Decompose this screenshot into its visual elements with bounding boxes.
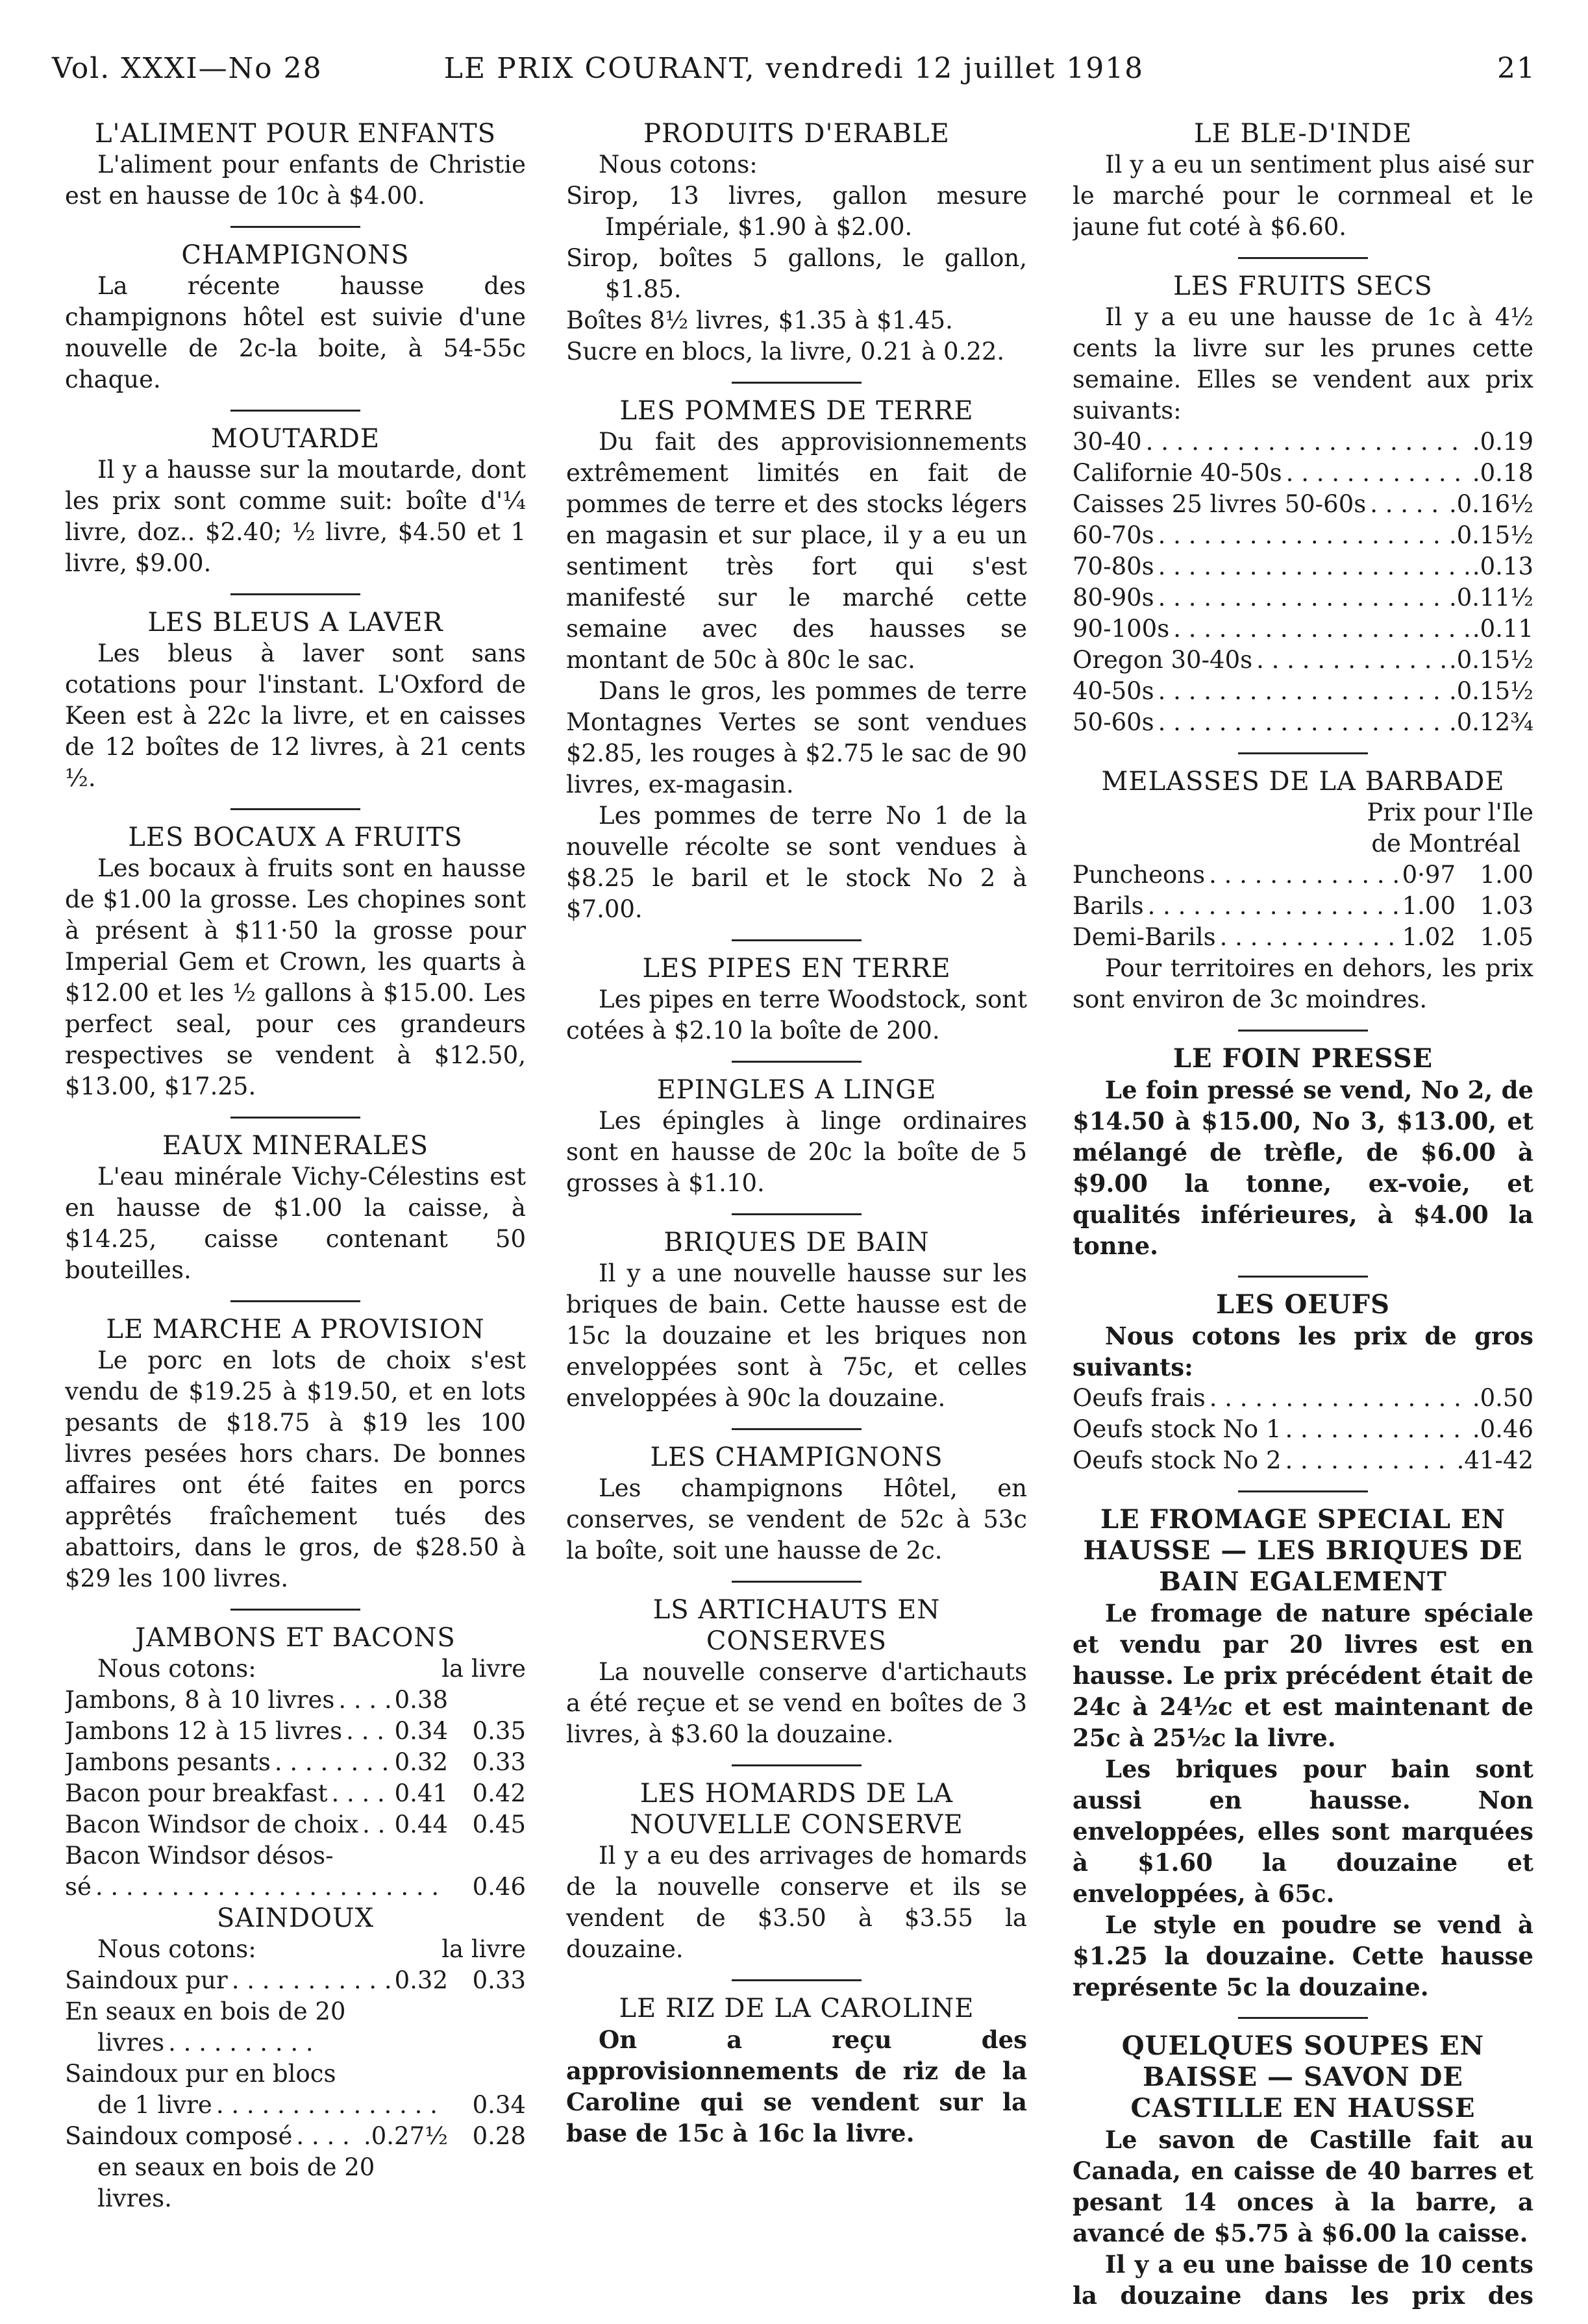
price-row: Bacon Windsor de choix . . . 0.44 0.45 [65, 1809, 526, 1840]
heading-champignons-2: LES CHAMPIGNONS [650, 1442, 943, 1472]
price-row: 80-90s . . . .0.11½ [1073, 582, 1533, 613]
volume-number: Vol. XXXI—No 28 [52, 52, 323, 85]
price-row: Oeufs stock No 1 . . . .0.46 [1073, 1414, 1533, 1445]
list-item: Sucre en blocs, la livre, 0.21 à 0.22. [566, 338, 1005, 365]
price-row: Demi-Barils . . . 1.02 1.05 [1073, 922, 1533, 953]
text-pommes-1: Du fait des approvisionnements extrêmement limités en fait de pommes de terre et des stocks légers en magasin et sur place, il y a eu un sentiment très fort qui s'est manifesté sur le marché cette semaine avec des hausses se montant de 50c à 80c le sac. [566, 428, 1027, 674]
price-row: Bacon pour breakfast . . . 0.41 0.42 [65, 1778, 526, 1809]
page-number: 21 [1497, 52, 1536, 85]
divider [230, 1609, 360, 1611]
list-item: Sirop, boîtes 5 gallons, le gallon, $1.85. [566, 244, 1027, 303]
column-2 [566, 118, 1027, 2312]
price-row: Saindoux pur . . . 0.32 0.33 [65, 1965, 526, 1996]
divider [732, 1581, 862, 1583]
text-riz: On a reçu des approvisionnements de riz de la Caroline qui se vendent sur la base de 15c à 16c la livre. [566, 2025, 1027, 2147]
text-fruits: Il y a eu une hausse de 1c à 4½ cents la livre sur les prunes cette semaine. Elles se vendent aux prix suivants: [1073, 303, 1533, 425]
heading-oeufs: LES OEUFS [1216, 1289, 1390, 1320]
price-row-label: Saindoux pur en blocs [65, 2060, 336, 2088]
price-row-label: Bacon Windsor désos- [65, 1842, 334, 1870]
heading-bocaux: LES BOCAUX A FRUITS [128, 822, 463, 852]
heading-marche: LE MARCHE A PROVISION [106, 1315, 485, 1344]
price-row: Californie 40-50s . . . .0.18 [1073, 458, 1533, 489]
divider [1238, 752, 1368, 754]
page-header [52, 52, 1536, 97]
text-eaux: L'eau minérale Vichy-Célestins est en hausse de $1.00 la caisse, à $14.25, caisse contenant 50 bouteilles. [65, 1163, 526, 1284]
text-pommes-3: Les pommes de terre No 1 de la nouvelle récolte se sont vendues à $8.25 le baril et le stock No 2 à $7.00. [566, 802, 1027, 923]
text-artichauts: La nouvelle conserve d'artichauts a été reçue et se vend en boîtes de 3 livres, à $3.60 la douzaine. [566, 1658, 1027, 1748]
heading-champignons: CHAMPIGNONS [181, 240, 410, 270]
heading-soupes: QUELQUES SOUPES EN BAISSE — SAVON DE CASTILLE EN HAUSSE [1121, 2031, 1485, 2123]
divider [1238, 2017, 1368, 2019]
heading-fruits: LES FRUITS SECS [1173, 271, 1433, 301]
text-pipes: Les pipes en terre Woodstock, sont cotées à $2.10 la boîte de 200. [566, 985, 1027, 1045]
price-row: Puncheons . . . 0·97 1.00 [1073, 859, 1533, 891]
price-row: Oregon 30-40s . . . .0.15½ [1073, 645, 1533, 676]
heading-erable: PRODUITS D'ERABLE [643, 119, 950, 149]
text-marche: Le porc en lots de choix s'est vendu de $19.25 à $19.50, et en lots pesants de $18.75 à $19 les 100 livres pesées hors chars. De bonnes affaires ont été faites en porcs apprêtés fraîchement tués des abattoirs, dans le gros, de $28.50 à $29 les 100 livres. [65, 1346, 526, 1592]
text-soupes-2: Il y a eu une baisse de 10 cents la douzaine dans les prix des [1073, 2250, 1533, 2310]
divider [732, 382, 862, 384]
divider [732, 1764, 862, 1766]
divider [230, 593, 360, 595]
column-3 [1073, 118, 1533, 2312]
heading-pipes: LES PIPES EN TERRE [642, 954, 951, 983]
text-briques: Il y a une nouvelle hausse sur les briques de bain. Cette hausse est de 15c la douzaine et les briques non enveloppées sont à 75c, et celles enveloppées à 90c la douzaine. [566, 1259, 1027, 1412]
divider [230, 808, 360, 810]
text-fromage-2: Les briques pour bain sont aussi en hausse. Non enveloppées, elles sont marquées à $1.60 la douzaine et enveloppées, à 65c. [1073, 1755, 1533, 1908]
divider [1238, 257, 1368, 259]
price-row: 50-60s . . . .0.12¾ [1073, 707, 1533, 738]
price-row: livres . . . [65, 2027, 526, 2058]
price-row: Saindoux composé . . . .0.27½ 0.28 [65, 2121, 526, 2152]
saindoux-subheader: Nous cotons: la livre [97, 1935, 526, 1963]
text-epingles: Les épingles à linge ordinaires sont en hausse de 20c la boîte de 5 grosses à $1.10. [566, 1107, 1027, 1197]
divider [230, 1117, 360, 1119]
heading-bleus: LES BLEUS A LAVER [147, 608, 443, 637]
divider [230, 410, 360, 412]
text-foin: Le foin pressé se vend, No 2, de $14.50 à $15.00, No 3, $13.00, et mélangé de trèfle, de $6.00 à $9.00 la tonne, ex-voie, et qualités inférieures, à $4.00 la tonne. [1073, 1076, 1533, 1260]
price-row: Caisses 25 livres 50-60s . . . .0.16½ [1073, 489, 1533, 520]
text-fromage-1: Le fromage de nature spéciale et vendu par 20 livres est en hausse. Le prix précédent était de 24c à 24½c et est maintenant de 25c à 25½c la livre. [1073, 1599, 1533, 1752]
heading-eaux: EAUX MINERALES [162, 1131, 429, 1161]
list-item: Sirop, 13 livres, gallon mesure Impériale, $1.90 à $2.00. [566, 182, 1027, 241]
text-melasses: Pour territoires en dehors, les prix sont environ de 3c moindres. [1073, 954, 1533, 1013]
jambons-subheader: Nous cotons: la livre [97, 1655, 526, 1683]
text-oeufs: Nous cotons les prix de gros suivants: [1073, 1322, 1533, 1381]
melasses-subheader: de Montréal [1371, 830, 1520, 858]
price-row: Barils . . . 1.00 1.03 [1073, 891, 1533, 922]
divider [732, 1979, 862, 1981]
price-row: sé . . . 0.46 [65, 1872, 526, 1903]
heading-ble: LE BLE-D'INDE [1193, 119, 1413, 149]
text-champignons: La récente hausse des champignons hôtel est suivie d'une nouvelle de 2c-la boite, à 54-55c chaque. [65, 272, 526, 393]
heading-riz: LE RIZ DE LA CAROLINE [619, 1994, 974, 2023]
divider [732, 1061, 862, 1063]
price-row: Jambons pesants . . . 0.32 0.33 [65, 1747, 526, 1778]
text-moutarde: Il y a hausse sur la moutarde, dont les prix sont comme suit: boîte d'¼ livre, doz.. $2.40; ½ livre, $4.50 et 1 livre, $9.00. [65, 456, 526, 577]
newspaper-title: LE PRIX COURANT, vendredi 12 juillet 1918 [443, 52, 1145, 85]
divider [732, 939, 862, 941]
price-row: 90-100s . . . .0.11 [1073, 613, 1533, 645]
divider [732, 1213, 862, 1215]
price-row: Oeufs frais . . . .0.50 [1073, 1383, 1533, 1414]
heading-melasses: MELASSES DE LA BARBADE [1101, 767, 1505, 797]
text-pommes-2: Dans le gros, les pommes de terre Montagnes Vertes se sont vendues $2.85, les rouges à $2.75 le sac de 90 livres, ex-magasin. [566, 677, 1027, 798]
heading-briques: BRIQUES DE BAIN [664, 1228, 930, 1257]
price-row: 40-50s . . . .0.15½ [1073, 676, 1533, 707]
text-homards: Il y a eu des arrivages de homards de la nouvelle conserve et ils se vendent de $3.50 à $3.55 la douzaine. [566, 1842, 1027, 1963]
price-row: 70-80s . . . .0.13 [1073, 551, 1533, 582]
divider [1238, 1490, 1368, 1492]
text-bocaux: Les bocaux à fruits sont en hausse de $1.00 la grosse. Les chopines sont à présent à $11·50 la grosse pour Imperial Gem et Crown, les quarts à $12.00 et les ½ gallons à $15.00. Les perfect seal, pour ces grandeurs respectives se vendent à $12.50, $13.00, $17.25. [65, 854, 526, 1100]
price-row-label: en seaux en bois de 20 [97, 2153, 375, 2181]
divider [1238, 1030, 1368, 1032]
price-row: 30-40 . . . .0.19 [1073, 426, 1533, 458]
text-ble: Il y a eu un sentiment plus aisé sur le marché pour le cornmeal et le jaune fut coté à $6.60. [1073, 151, 1533, 241]
price-row-label: livres. [97, 2184, 172, 2212]
price-row: de 1 livre . . . 0.34 [65, 2090, 526, 2121]
heading-homards: LES HOMARDS DE LA NOUVELLE CONSERVE [630, 1779, 963, 1840]
heading-epingles: EPINGLES A LINGE [656, 1075, 937, 1105]
text-fromage-3: Le style en poudre se vend à $1.25 la douzaine. Cette hausse représente 5c la douzaine. [1073, 1910, 1533, 2001]
column-1 [65, 118, 526, 2312]
price-row: Jambons 12 à 15 livres . . . 0.34 0.35 [65, 1716, 526, 1747]
heading-saindoux: SAINDOUX [216, 1903, 375, 1933]
heading-fromage: LE FROMAGE SPECIAL EN HAUSSE — LES BRIQUES DE BAIN EGALEMENT [1083, 1504, 1523, 1597]
text-bleus: Les bleus à laver sont sans cotations pour l'instant. L'Oxford de Keen est à 22c la livre, et en caisses de 12 boîtes de 12 livres, à 21 cents ½. [65, 639, 526, 792]
melasses-subheader: Prix pour l'Ile [1367, 798, 1533, 826]
divider [732, 1428, 862, 1430]
price-row: 60-70s . . . .0.15½ [1073, 520, 1533, 551]
text-champignons-2: Les champignons Hôtel, en conserves, se vendent de 52c à 53c la boîte, soit une hausse de 2c. [566, 1474, 1027, 1564]
price-row: Oeufs stock No 2 . . . .41-42 [1073, 1445, 1533, 1476]
price-row-label: En seaux en bois de 20 [65, 1997, 346, 2025]
divider [230, 226, 360, 228]
list-item: Boîtes 8½ livres, $1.35 à $1.45. [566, 306, 953, 334]
heading-aliment: L'ALIMENT POUR ENFANTS [94, 119, 497, 149]
text-soupes-1: Le savon de Castille fait au Canada, en caisse de 40 barres et pesant 14 onces à la barre, a avancé de $5.75 à $6.00 la caisse. [1073, 2125, 1533, 2247]
price-row: Jambons, 8 à 10 livres . . . 0.38 [65, 1685, 526, 1716]
divider [230, 1300, 360, 1302]
heading-moutarde: MOUTARDE [210, 424, 380, 454]
heading-jambons: JAMBONS ET BACONS [135, 1623, 456, 1653]
text-erable-intro: Nous cotons: [599, 151, 758, 179]
text-aliment: L'aliment pour enfants de Christie est en hausse de 10c à $4.00. [65, 151, 526, 210]
divider [1238, 1276, 1368, 1278]
heading-pommes: LES POMMES DE TERRE [619, 396, 974, 426]
heading-artichauts: LS ARTICHAUTS EN CONSERVES [652, 1595, 941, 1656]
heading-foin: LE FOIN PRESSE [1172, 1043, 1433, 1074]
